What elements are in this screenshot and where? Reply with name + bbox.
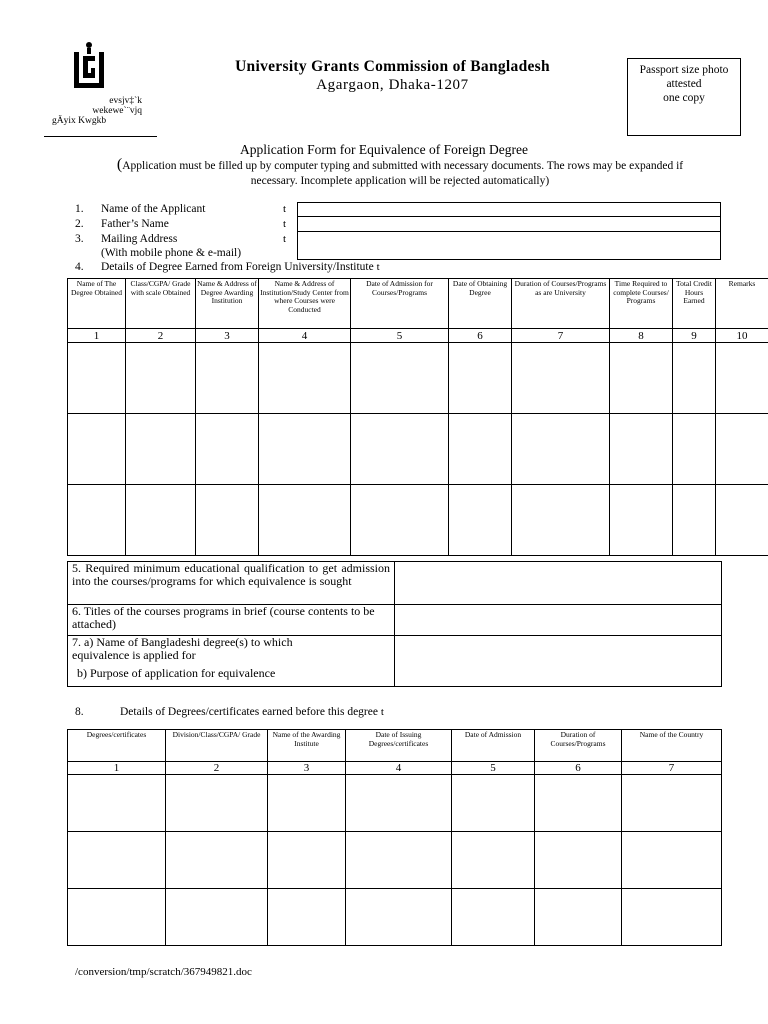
table-cell[interactable] (166, 889, 268, 946)
column-number-row (68, 329, 768, 343)
table-cell[interactable] (68, 832, 166, 889)
table-cell[interactable] (610, 485, 673, 556)
item-mailing-address-sub: (With mobile phone & e-mail) (101, 247, 242, 259)
table-row (68, 775, 722, 832)
col-number: 7 (512, 329, 610, 343)
col-number: 9 (673, 329, 716, 343)
col-header: Class/CGPA/ Grade with scale Obtained (126, 279, 196, 329)
table-cell[interactable] (68, 343, 126, 414)
logo-divider (44, 136, 157, 137)
col-header: Duration of Courses/Programs (535, 730, 622, 762)
q5-label: 5. Required minimum educational qualification to get admission into the courses/programs for which equivalence is sought (68, 562, 395, 605)
table-cell[interactable] (68, 775, 166, 832)
colon-1: t (283, 203, 287, 215)
col-header: Name & Address of Institution/Study Center from where Courses were Conducted (259, 279, 351, 329)
q6-answer-field[interactable] (395, 605, 722, 636)
table-cell[interactable] (351, 414, 449, 485)
table-cell[interactable] (452, 889, 535, 946)
file-path-footer: /conversion/tmp/scratch/367949821.doc (75, 966, 252, 978)
colon-2: t (283, 218, 287, 230)
table-cell[interactable] (610, 414, 673, 485)
table-cell[interactable] (196, 343, 259, 414)
table-cell[interactable] (68, 889, 166, 946)
table-row (68, 605, 722, 636)
table-cell[interactable] (622, 889, 722, 946)
org-title: University Grants Commission of Bangladesh (235, 58, 550, 75)
col-number: 8 (610, 329, 673, 343)
applicant-name-field[interactable] (297, 202, 721, 217)
bn-line-1: evsjv‡`k (109, 96, 142, 106)
table-cell[interactable] (346, 832, 452, 889)
table-row (68, 832, 722, 889)
table-cell[interactable] (346, 889, 452, 946)
table-cell[interactable] (166, 832, 268, 889)
table-cell[interactable] (68, 414, 126, 485)
table-row (68, 414, 768, 485)
note-line-1: Application must be filled up by computer typing and submitted with necessary documents. The rows may be expanded if (122, 160, 684, 172)
table-cell[interactable] (512, 485, 610, 556)
col-header: Date of Admission (452, 730, 535, 762)
col-header: Total Credit Hours Earned (673, 279, 716, 329)
table-cell[interactable] (452, 832, 535, 889)
table-cell[interactable] (449, 414, 512, 485)
q7b-label: b) Purpose of application for equivalence (77, 666, 276, 680)
table-cell[interactable] (610, 343, 673, 414)
table-cell[interactable] (673, 485, 716, 556)
table-cell[interactable] (126, 414, 196, 485)
col-header: Date of Issuing Degrees/certificates (346, 730, 452, 762)
col-header: Date of Obtaining Degree (449, 279, 512, 329)
col-number: 3 (268, 762, 346, 775)
col-header: Name of the Country (622, 730, 722, 762)
table-cell[interactable] (716, 485, 768, 556)
col-number: 6 (535, 762, 622, 775)
bangla-org-name (52, 96, 142, 126)
table-row (68, 636, 722, 687)
table-row (68, 562, 722, 605)
mailing-address-field[interactable] (297, 231, 721, 260)
note-line-2: necessary. Incomplete application will be rejected automatically) (250, 175, 550, 187)
table-cell[interactable] (126, 343, 196, 414)
col-header: Division/Class/CGPA/ Grade (166, 730, 268, 762)
photo-line-1: Passport size photo (639, 64, 729, 76)
table-cell[interactable] (449, 343, 512, 414)
photo-line-3: one copy (663, 92, 705, 104)
column-number-row (68, 762, 722, 775)
col-number: 1 (68, 762, 166, 775)
col-header: Remarks (716, 279, 768, 329)
col-number: 7 (622, 762, 722, 775)
q7-answer-field[interactable] (395, 636, 722, 687)
table-cell[interactable] (196, 485, 259, 556)
q7-label (68, 636, 395, 687)
col-number: 5 (351, 329, 449, 343)
col-number: 4 (259, 329, 351, 343)
col-header: Name of The Degree Obtained (68, 279, 126, 329)
q7a-label: 7. a) Name of Bangladeshi degree(s) to which equivalence is applied for (72, 635, 293, 662)
foreign-degree-table (67, 278, 768, 556)
table-cell[interactable] (449, 485, 512, 556)
col-number: 3 (196, 329, 259, 343)
table-cell[interactable] (68, 485, 126, 556)
table-cell[interactable] (196, 414, 259, 485)
photo-line-2: attested (666, 78, 702, 90)
table-cell[interactable] (268, 889, 346, 946)
col-number: 5 (452, 762, 535, 775)
table-row (68, 889, 722, 946)
table-cell[interactable] (259, 414, 351, 485)
table-cell[interactable] (716, 414, 768, 485)
table-cell[interactable] (535, 775, 622, 832)
col-number: 2 (166, 762, 268, 775)
col-number: 1 (68, 329, 126, 343)
item-previous-degrees: 8. Details of Degrees/certificates earned before this degree t (75, 706, 384, 718)
bn-line-2: wekewe`¨vjq (92, 106, 142, 116)
table-cell[interactable] (346, 775, 452, 832)
table-cell[interactable] (673, 414, 716, 485)
table-cell[interactable] (512, 414, 610, 485)
table-cell[interactable] (259, 343, 351, 414)
form-title: Application Form for Equivalence of Foreign Degree (240, 142, 528, 157)
table-cell[interactable] (268, 832, 346, 889)
col-number: 10 (716, 329, 768, 343)
table-cell[interactable] (166, 775, 268, 832)
table-cell[interactable] (452, 775, 535, 832)
instructions-note: (Application must be filled up by computer typing and submitted with necessary documents. The rows may be expanded if necessary. Incomplete application will be rejected automatically) (116, 156, 684, 187)
col-number: 6 (449, 329, 512, 343)
col-header: Name of the Awarding Institute (268, 730, 346, 762)
table-cell[interactable] (351, 343, 449, 414)
table-row (68, 485, 768, 556)
org-address: Agargaon, Dhaka-1207 (316, 77, 469, 93)
table-cell[interactable] (622, 775, 722, 832)
ugc-logo (72, 42, 106, 90)
col-header: Time Required to complete Courses/ Programs (610, 279, 673, 329)
table-header-row (68, 279, 768, 329)
qualification-table (67, 561, 722, 687)
col-number: 2 (126, 329, 196, 343)
table-row (68, 343, 768, 414)
table-cell[interactable] (268, 775, 346, 832)
col-header: Duration of Courses/Programs as are University (512, 279, 610, 329)
table-cell[interactable] (351, 485, 449, 556)
col-number: 4 (346, 762, 452, 775)
col-header: Name & Address of Degree Awarding Institution (196, 279, 259, 329)
table-cell[interactable] (259, 485, 351, 556)
table-cell[interactable] (716, 343, 768, 414)
table-cell[interactable] (535, 832, 622, 889)
table-header-row (68, 730, 722, 762)
table-cell[interactable] (622, 832, 722, 889)
col-header: Date of Admission for Courses/Programs (351, 279, 449, 329)
father-name-field[interactable] (297, 216, 721, 232)
table-cell[interactable] (126, 485, 196, 556)
bn-line-3: gÄyix Kwgkb (52, 116, 107, 126)
col-header: Degrees/certificates (68, 730, 166, 762)
table-cell[interactable] (535, 889, 622, 946)
table-cell[interactable] (673, 343, 716, 414)
q5-answer-field[interactable] (395, 562, 722, 605)
passport-photo-box (627, 58, 741, 136)
table-cell[interactable] (512, 343, 610, 414)
colon-3: t (283, 233, 287, 245)
q6-label: 6. Titles of the courses programs in brief (course contents to be attached) (68, 605, 395, 636)
previous-degrees-table (67, 729, 722, 946)
